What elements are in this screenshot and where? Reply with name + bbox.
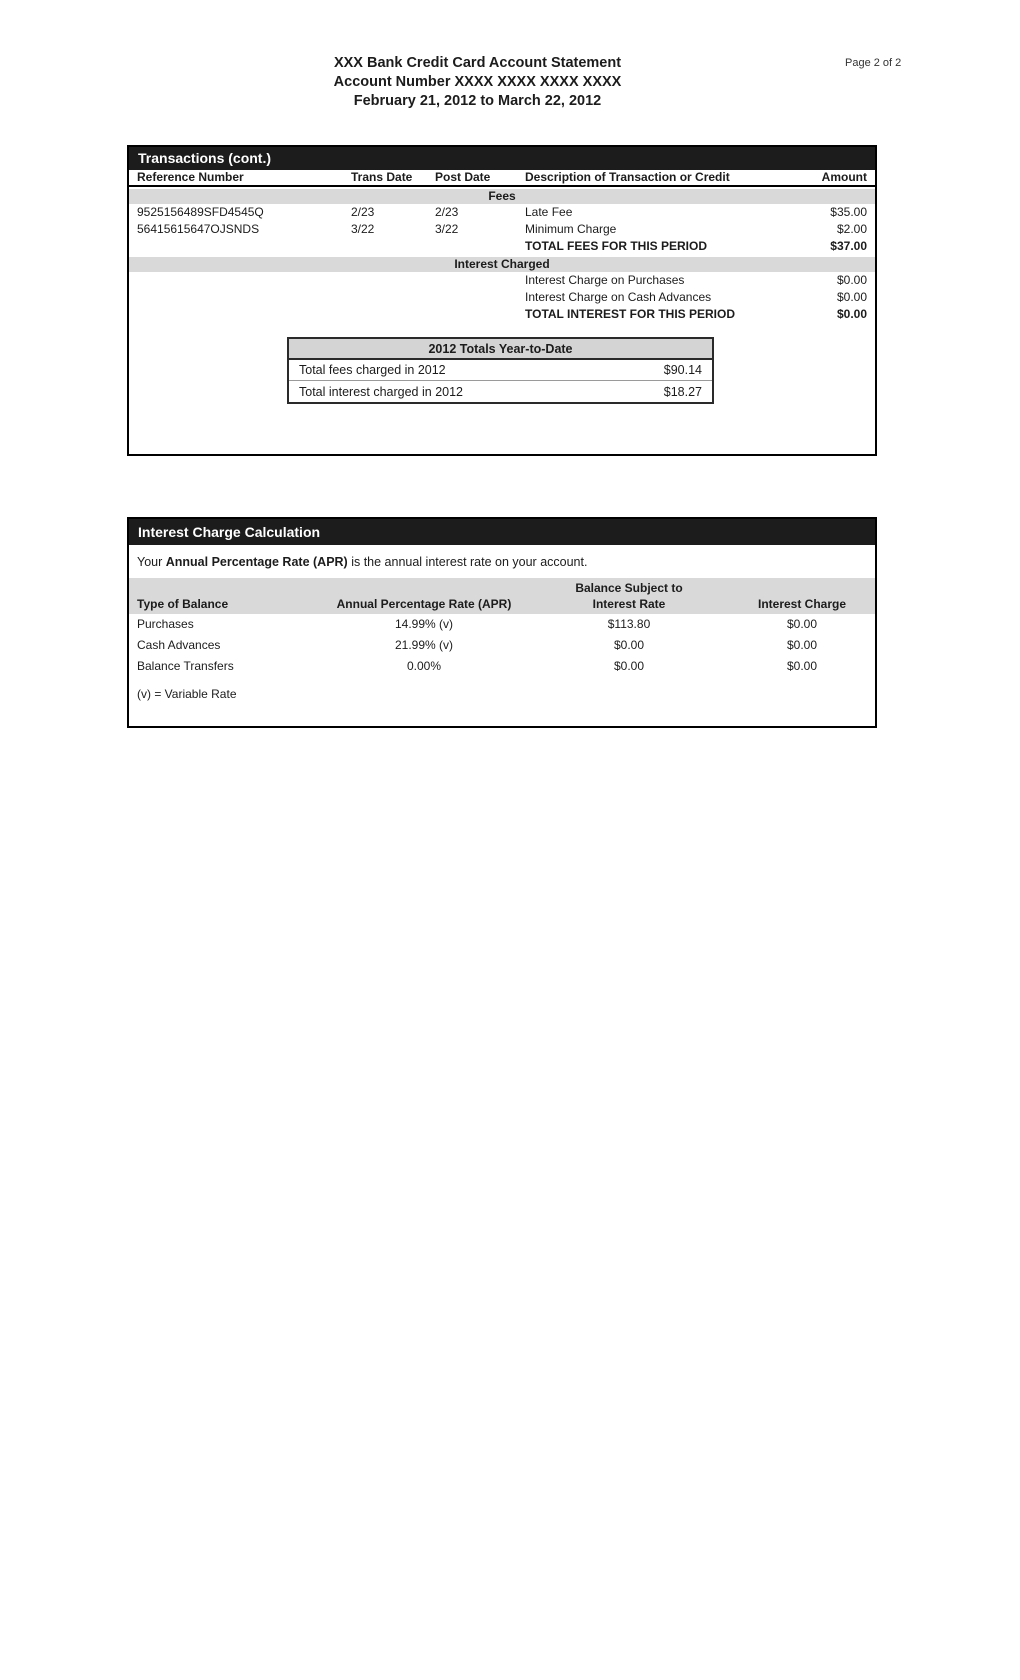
- fees-band: Fees: [129, 189, 875, 204]
- interest-calc-section-title: Interest Charge Calculation: [129, 519, 875, 545]
- post-date: 3/22: [435, 222, 459, 236]
- description: Interest Charge on Purchases: [525, 273, 685, 287]
- balance-value: $0.00: [613, 638, 645, 652]
- reference-number: 56415615647OJSNDS: [137, 222, 260, 236]
- variable-rate-footnote: (v) = Variable Rate: [137, 687, 237, 701]
- description: Minimum Charge: [525, 222, 617, 236]
- apr-intro-suffix: is the annual interest rate on your account.: [347, 555, 588, 569]
- interest-total-amount: $0.00: [836, 307, 867, 321]
- table-row: [129, 204, 875, 221]
- statement-period: February 21, 2012 to March 22, 2012: [353, 93, 602, 109]
- balance-type: Purchases: [137, 617, 194, 631]
- table-row: [129, 289, 875, 306]
- transactions-column-header: [129, 170, 875, 187]
- ytd-totals-title: 2012 Totals Year-to-Date: [289, 339, 712, 360]
- col-description: Description of Transaction or Credit: [525, 170, 730, 184]
- description: Late Fee: [525, 205, 573, 219]
- interest-charged-band: Interest Charged: [129, 257, 875, 272]
- balance-type: Cash Advances: [137, 638, 221, 652]
- ytd-row: [289, 381, 712, 402]
- table-row: [129, 221, 875, 238]
- interest-charge-calculation-section: [127, 517, 877, 728]
- interest-total-label: TOTAL INTEREST FOR THIS PERIOD: [525, 307, 736, 321]
- amount: $0.00: [836, 273, 867, 287]
- amount: $0.00: [836, 290, 867, 304]
- ytd-totals-box: [287, 337, 714, 404]
- apr-intro-bold: Annual Percentage Rate (APR): [165, 555, 348, 569]
- interest-total-row: [129, 306, 875, 323]
- ytd-row: [289, 360, 712, 381]
- col-amount: Amount: [821, 170, 867, 184]
- balance-value: $0.00: [613, 659, 645, 673]
- amount: $35.00: [830, 205, 867, 219]
- interest-calc-column-header: [129, 578, 875, 614]
- fees-total-label: TOTAL FEES FOR THIS PERIOD: [525, 239, 708, 253]
- charge-value: $0.00: [786, 638, 818, 652]
- statement-header: [0, 54, 955, 111]
- apr-value: 21.99% (v): [394, 638, 454, 652]
- col-post-date: Post Date: [435, 170, 491, 184]
- apr-value: 14.99% (v): [394, 617, 454, 631]
- fees-total-row: [129, 238, 875, 255]
- trans-date: 2/23: [351, 205, 375, 219]
- ytd-fees-value: $90.14: [663, 363, 702, 377]
- ytd-fees-label: Total fees charged in 2012: [299, 363, 446, 377]
- col-trans-date: Trans Date: [351, 170, 413, 184]
- amount: $2.00: [836, 222, 867, 236]
- account-number: Account Number XXXX XXXX XXXX XXXX: [333, 74, 622, 90]
- reference-number: 9525156489SFD4545Q: [137, 205, 264, 219]
- col-balance-subject-line2: Interest Rate: [592, 597, 666, 611]
- col-interest-charge: Interest Charge: [757, 597, 847, 611]
- col-balance-subject-line1: Balance Subject to: [575, 581, 683, 595]
- fees-total-amount: $37.00: [830, 239, 867, 253]
- charge-value: $0.00: [786, 659, 818, 673]
- balance-value: $113.80: [607, 617, 651, 631]
- ytd-interest-value: $18.27: [663, 384, 702, 399]
- ytd-interest-label: Total interest charged in 2012: [299, 384, 463, 399]
- apr-intro-prefix: Your: [137, 555, 166, 569]
- col-reference-number: Reference Number: [137, 170, 244, 184]
- balance-type: Balance Transfers: [137, 659, 234, 673]
- trans-date: 3/22: [351, 222, 375, 236]
- apr-intro-text: [129, 545, 875, 569]
- transactions-section: [127, 145, 877, 456]
- apr-value: 0.00%: [406, 659, 442, 673]
- table-row: [129, 635, 875, 656]
- table-row: [129, 656, 875, 677]
- post-date: 2/23: [435, 205, 459, 219]
- transactions-section-title: Transactions (cont.): [129, 147, 875, 170]
- charge-value: $0.00: [786, 617, 818, 631]
- col-type-of-balance: Type of Balance: [137, 597, 229, 611]
- table-row: [129, 272, 875, 289]
- description: Interest Charge on Cash Advances: [525, 290, 712, 304]
- page-indicator: Page 2 of 2: [845, 57, 902, 69]
- col-apr: Annual Percentage Rate (APR): [336, 597, 512, 611]
- statement-title: XXX Bank Credit Card Account Statement: [333, 55, 622, 71]
- table-row: [129, 614, 875, 635]
